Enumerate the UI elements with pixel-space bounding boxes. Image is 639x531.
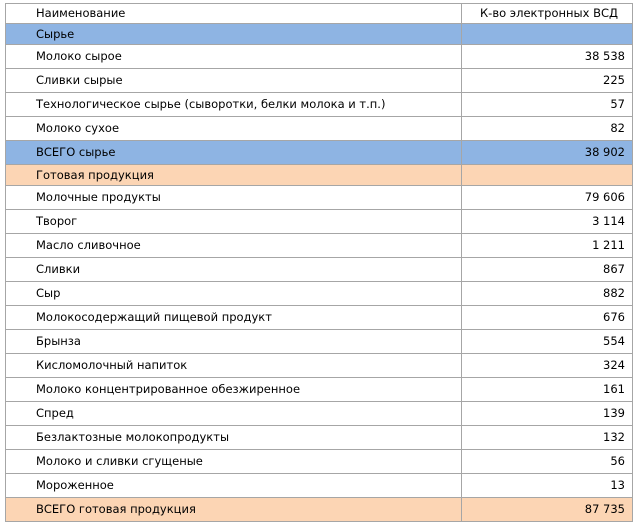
table-row [6,93,633,117]
row-count-cell: 676 [462,306,633,330]
row-count-cell: 161 [462,378,633,402]
row-name-cell: Готовая продукция [6,165,462,186]
row-count-cell: 87 735 [462,498,633,522]
table-row [6,378,633,402]
header-row [6,4,633,24]
header-count-cell: К-во электронных ВСД [462,4,633,24]
row-count-cell [462,24,633,45]
table-row [6,354,633,378]
row-count-cell: 324 [462,354,633,378]
table-row [6,402,633,426]
row-count-cell: 139 [462,402,633,426]
row-count-cell: 225 [462,69,633,93]
row-name-cell: Кисломолочный напиток [6,354,462,378]
row-name-cell: Молоко сырое [6,45,462,69]
row-count-cell: 882 [462,282,633,306]
row-count-cell [462,165,633,186]
row-count-cell: 57 [462,93,633,117]
row-name-cell: Мороженное [6,474,462,498]
table-row [6,426,633,450]
row-count-cell: 554 [462,330,633,354]
total-row [6,141,633,165]
table-row [6,117,633,141]
row-name-cell: Сливки [6,258,462,282]
row-name-cell: Творог [6,210,462,234]
table-row [6,234,633,258]
table-row [6,474,633,498]
row-name-cell: ВСЕГО сырье [6,141,462,165]
row-name-cell: Спред [6,402,462,426]
row-count-cell: 56 [462,450,633,474]
row-count-cell: 3 114 [462,210,633,234]
row-name-cell: Молоко концентрированное обезжиренное [6,378,462,402]
row-count-cell: 132 [462,426,633,450]
table-row [6,258,633,282]
table-row [6,69,633,93]
row-name-cell: ВСЕГО готовая продукция [6,498,462,522]
section-row [6,24,633,45]
section-row [6,165,633,186]
row-count-cell: 1 211 [462,234,633,258]
table-row [6,330,633,354]
row-name-cell: Сливки сырые [6,69,462,93]
table-row [6,450,633,474]
row-name-cell: Молочные продукты [6,186,462,210]
vsd-table [5,3,633,522]
total-row [6,498,633,522]
row-count-cell: 82 [462,117,633,141]
row-name-cell: Масло сливочное [6,234,462,258]
row-name-cell: Сыр [6,282,462,306]
table-row [6,306,633,330]
row-name-cell: Сырье [6,24,462,45]
table-body [6,4,633,522]
table-row [6,282,633,306]
row-count-cell: 79 606 [462,186,633,210]
row-count-cell: 38 902 [462,141,633,165]
row-name-cell: Молокосодержащий пищевой продукт [6,306,462,330]
row-name-cell: Брынза [6,330,462,354]
row-count-cell: 867 [462,258,633,282]
row-name-cell: Молоко и сливки сгущеные [6,450,462,474]
table-row [6,210,633,234]
table-row [6,186,633,210]
row-count-cell: 13 [462,474,633,498]
row-name-cell: Молоко сухое [6,117,462,141]
header-name-cell: Наименование [6,4,462,24]
row-name-cell: Безлактозные молокопродукты [6,426,462,450]
row-name-cell: Технологическое сырье (сыворотки, белки молока и т.п.) [6,93,462,117]
table-row [6,45,633,69]
row-count-cell: 38 538 [462,45,633,69]
